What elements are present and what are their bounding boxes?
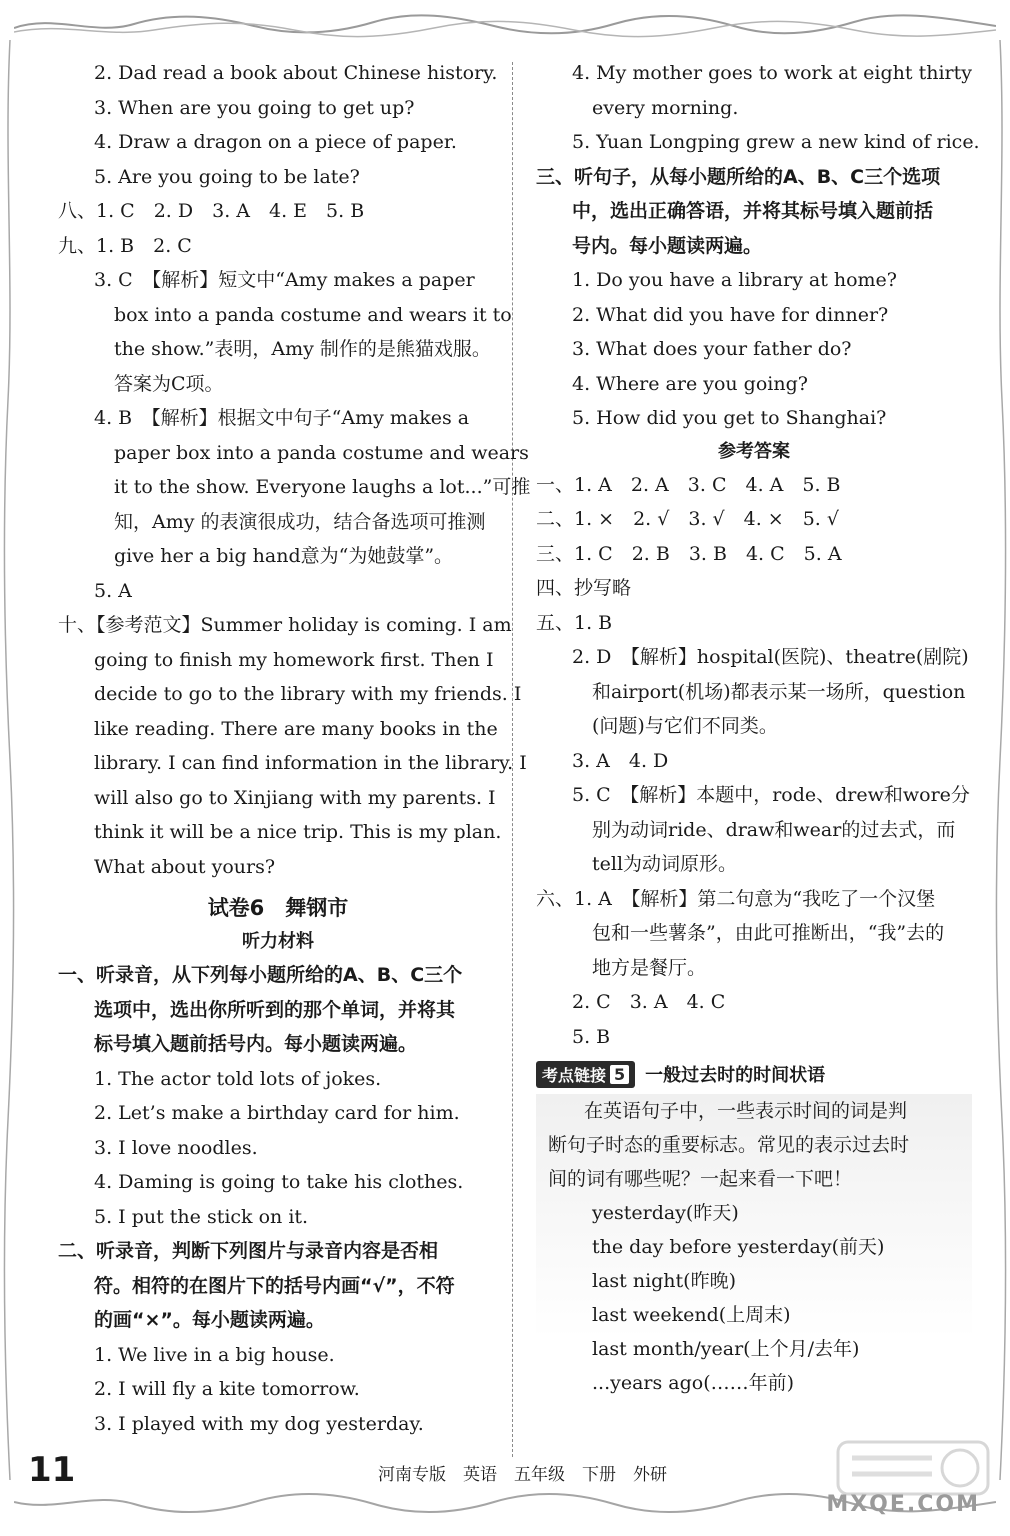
question-line: 4. My mother goes to work at eight thirty [572, 62, 972, 84]
analysis-line: 3. C 【解析】短文中“Amy makes a paper [94, 269, 475, 291]
knowledge-item: the day before yesterday(前天) [592, 1236, 885, 1258]
question-line: 4. Daming is going to take his clothes. [94, 1171, 464, 1193]
knowledge-link-box [536, 1094, 972, 1400]
essay-line: think it will be a nice trip. This is my plan. [94, 821, 502, 843]
knowledge-item: yesterday(昨天) [592, 1202, 739, 1224]
analysis-line: tell为动词原形。 [592, 853, 738, 875]
question-line: 1. We live in a big house. [94, 1343, 335, 1366]
question-line: 4. Where are you going? [572, 372, 808, 395]
question-line: 2. Let’s make a birthday card for him. [94, 1102, 460, 1124]
answer-line: 一、1. A 2. A 3. C 4. A 5. B [536, 473, 841, 496]
analysis-line: it to the show. Everyone laughs a lot...”可推 [114, 476, 531, 498]
answer-line: 5. B [572, 1025, 611, 1048]
decorative-right-border [994, 40, 1008, 1480]
text-line: 4. Draw a dragon on a piece of paper. [94, 131, 457, 153]
text-line: 3. When are you going to get up? [94, 96, 415, 119]
answer-line: 3. A 4. D [572, 749, 669, 772]
essay-line: library. I can find information in the library. I [94, 752, 527, 774]
question-line: 5. How did you get to Shanghai? [572, 407, 887, 429]
knowledge-text: 间的词有哪些呢？一起来看一下吧！ [548, 1168, 853, 1190]
analysis-line: 2. D 【解析】hospital(医院)、theatre(剧院) [572, 646, 969, 668]
essay-line: 十、【参考范文】Summer holiday is coming. I am [58, 614, 512, 636]
analysis-line: paper box into a panda costume and wears [114, 441, 529, 464]
knowledge-item: last night(昨晚) [592, 1270, 737, 1292]
essay-line: going to finish my homework first. Then I [94, 648, 494, 671]
analysis-line: 包和一些薯条”，由此可推断出，“我”去的 [592, 922, 945, 944]
answer-key-title: 参考答案 [718, 440, 790, 462]
decorative-left-border [2, 40, 16, 1480]
essay-line: What about yours? [94, 855, 276, 878]
analysis-line: 答案为C项。 [114, 372, 224, 395]
analysis-line: give her a big hand意为“为她鼓掌”。 [114, 545, 454, 567]
question-line: every morning. [592, 96, 739, 119]
instruction-line: 号内。每小题读两遍。 [572, 234, 763, 257]
question-line: 5. I put the stick on it. [94, 1205, 309, 1228]
knowledge-link-badge [536, 1061, 635, 1088]
left-column [58, 56, 531, 1441]
question-line: 5. Yuan Longping grew a new kind of rice. [572, 131, 980, 153]
essay-line: will also go to Xinjiang with my parents. I [94, 786, 496, 809]
watermark-text: MXQE.COM [826, 1492, 980, 1517]
answer-line-ba: 八、1. C 2. D 3. A 4. E 5. B [58, 200, 365, 222]
analysis-line: 知，Amy 的表演很成功，结合备选项可推测 [114, 510, 486, 533]
answer-line: 五、1. B [536, 611, 613, 634]
knowledge-text: 断句子时态的重要标志。常见的表示过去时 [548, 1134, 910, 1156]
instruction-line: 二、听录音，判断下列图片与录音内容是否相 [58, 1240, 439, 1262]
question-line: 3. I played with my dog yesterday. [94, 1412, 424, 1435]
instruction-line: 三、听句子，从每小题所给的A、B、C三个选项 [536, 165, 941, 188]
page-number: 11 [28, 1450, 76, 1490]
question-line: 1. The actor told lots of jokes. [94, 1067, 382, 1090]
answer-line: 三、1. C 2. B 3. B 4. C 5. A [536, 542, 842, 565]
question-line: 3. I love noodles. [94, 1136, 258, 1159]
knowledge-item: ...years ago(……年前) [592, 1372, 795, 1394]
question-line: 3. What does your father do? [572, 338, 852, 360]
answer-line-jiu: 九、1. B 2. C [58, 234, 192, 257]
question-line: 2. What did you have for dinner? [572, 303, 889, 326]
text-line: 2. Dad read a book about Chinese history. [94, 62, 498, 84]
knowledge-text: 在英语句子中，一些表示时间的词是判 [584, 1100, 908, 1122]
knowledge-item: last month/year(上个月/去年) [592, 1338, 860, 1360]
essay-line: decide to go to the library with my friends. I [94, 683, 522, 705]
instruction-line: 符。相符的在图片下的括号内画“√”，不符 [94, 1274, 455, 1297]
text-line: 5. Are you going to be late? [94, 165, 360, 188]
answer-line: 二、1. × 2. √ 3. √ 4. × 5. √ [536, 508, 839, 530]
analysis-line: 5. C 【解析】本题中，rode、drew和wore分 [572, 784, 970, 806]
analysis-line: (问题)与它们不同类。 [592, 715, 778, 737]
knowledge-link-number: 5 [610, 1065, 629, 1084]
listening-title: 听力材料 [242, 931, 314, 952]
analysis-line: 4. B 【解析】根据文中句子“Amy makes a [94, 407, 470, 429]
analysis-line: 和airport(机场)都表示某一场所，question [592, 680, 966, 703]
analysis-line: box into a panda costume and wears it to [114, 303, 512, 326]
question-line: 1. Do you have a library at home? [572, 269, 897, 291]
answer-line: 四、抄写略 [536, 577, 632, 599]
answer-line: 2. C 3. A 4. C [572, 991, 726, 1013]
instruction-line: 一、听录音，从下列每小题所给的A、B、C三个 [58, 964, 463, 986]
essay-line: like reading. There are many books in the [94, 717, 498, 740]
question-line: 2. I will fly a kite tomorrow. [94, 1378, 360, 1400]
instruction-line: 中，选出正确答语，并将其标号填入题前括 [572, 200, 934, 222]
knowledge-link-header [536, 1058, 972, 1090]
instruction-line: 的画“×”。每小题读两遍。 [94, 1309, 325, 1331]
analysis-line: the show.”表明，Amy 制作的是熊猫戏服。 [114, 338, 491, 360]
analysis-line: 六、1. A 【解析】第二句意为“我吃了一个汉堡 [536, 887, 936, 910]
knowledge-link-label: 考点链接 [542, 1065, 607, 1085]
footer-book-info: 河南专版 英语 五年级 下册 外研 [378, 1465, 667, 1485]
instruction-line: 选项中，选出你所听到的那个单词，并将其 [94, 998, 456, 1021]
answer-line: 5. A [94, 579, 132, 602]
knowledge-link-title: 一般过去时的时间状语 [645, 1065, 826, 1086]
right-column [536, 56, 980, 1400]
analysis-line: 地方是餐厅。 [592, 956, 707, 979]
analysis-line: 别为动词ride、draw和wear的过去式，而 [592, 818, 956, 841]
test-title: 试卷6 舞钢市 [207, 896, 349, 920]
instruction-line: 标号填入题前括号内。每小题读两遍。 [94, 1033, 418, 1055]
knowledge-item: last weekend(上周末) [592, 1304, 791, 1326]
decorative-top-border [14, 10, 996, 40]
